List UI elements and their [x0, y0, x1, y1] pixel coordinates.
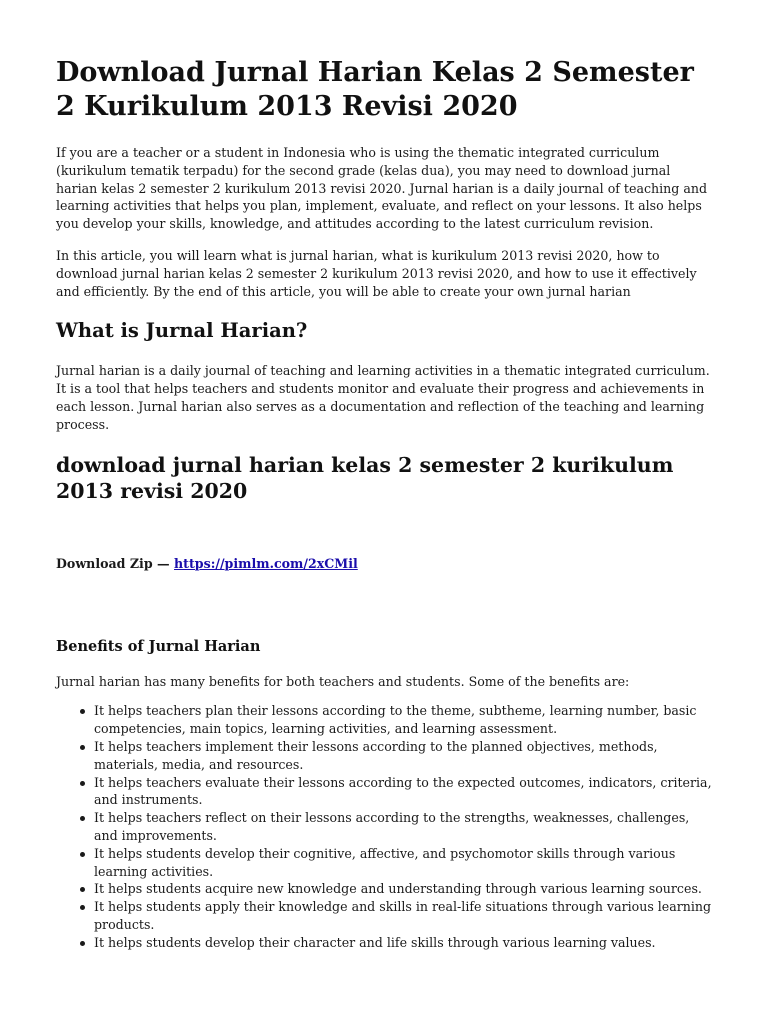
list-item: It helps students develop their cognitive, affective, and psychomotor skills through various learning activities.: [94, 845, 714, 881]
benefits-intro: Jurnal harian has many benefits for both teachers and students. Some of the benefits are:: [56, 673, 630, 689]
list-item: It helps students acquire new knowledge and understanding through various learning sources.: [94, 880, 714, 898]
benefits-list: [56, 702, 714, 951]
what-is-heading: What is Jurnal Harian?: [56, 319, 308, 343]
download-heading: download jurnal harian kelas 2 semester 2 kurikulum 2013 revisi 2020: [56, 452, 674, 503]
benefits-heading: Benefits of Jurnal Harian: [56, 637, 261, 655]
article-title: Download Jurnal Harian Kelas 2 Semester 2 Kurikulum 2013 Revisi 2020: [56, 57, 694, 122]
list-item: It helps teachers reflect on their lessons according to the strengths, weaknesses, challenges, and improvements.: [94, 809, 714, 845]
intro-paragraph-1: If you are a teacher or a student in Indonesia who is using the thematic integrated curriculum (kurikulum tematik terpadu) for the second grade (kelas dua), you may need to download jurnal harian kelas 2 semester 2 kurikulum 2013 revisi 2020. Jurnal harian is a daily journal of teaching and learning activities that helps you plan, implement, evaluate, and reflect on your lessons. It also helps you develop your skills, knowledge, and attitudes according to the latest curriculum revision.: [56, 145, 708, 232]
list-item: It helps students develop their character and life skills through various learning values.: [94, 934, 714, 952]
download-line: [56, 555, 714, 573]
download-label: Download Zip —: [56, 555, 170, 571]
what-is-paragraph: Jurnal harian is a daily journal of teaching and learning activities in a thematic integrated curriculum. It is a tool that helps teachers and students monitor and evaluate their progress and achievements in each lesson. Jurnal harian also serves as a documentation and reflection of the teaching and learning process.: [56, 363, 710, 432]
list-item: It helps teachers implement their lessons according to the planned objectives, methods, materials, media, and resources.: [94, 738, 714, 774]
list-item: It helps teachers evaluate their lessons according to the expected outcomes, indicators, criteria, and instruments.: [94, 774, 714, 810]
download-link[interactable]: https://pimlm.com/2xCMil: [174, 555, 358, 571]
intro-paragraph-2: In this article, you will learn what is jurnal harian, what is kurikulum 2013 revisi 2020, how to download jurnal harian kelas 2 semester 2 kurikulum 2013 revisi 2020, and how to use it effectively and efficiently. By the end of this article, you will be able to create your own jurnal harian: [56, 247, 697, 299]
list-item: It helps teachers plan their lessons according to the theme, subtheme, learning number, basic competencies, main topics, learning activities, and learning assessment.: [94, 702, 714, 738]
list-item: It helps students apply their knowledge and skills in real-life situations through various learning products.: [94, 898, 714, 934]
